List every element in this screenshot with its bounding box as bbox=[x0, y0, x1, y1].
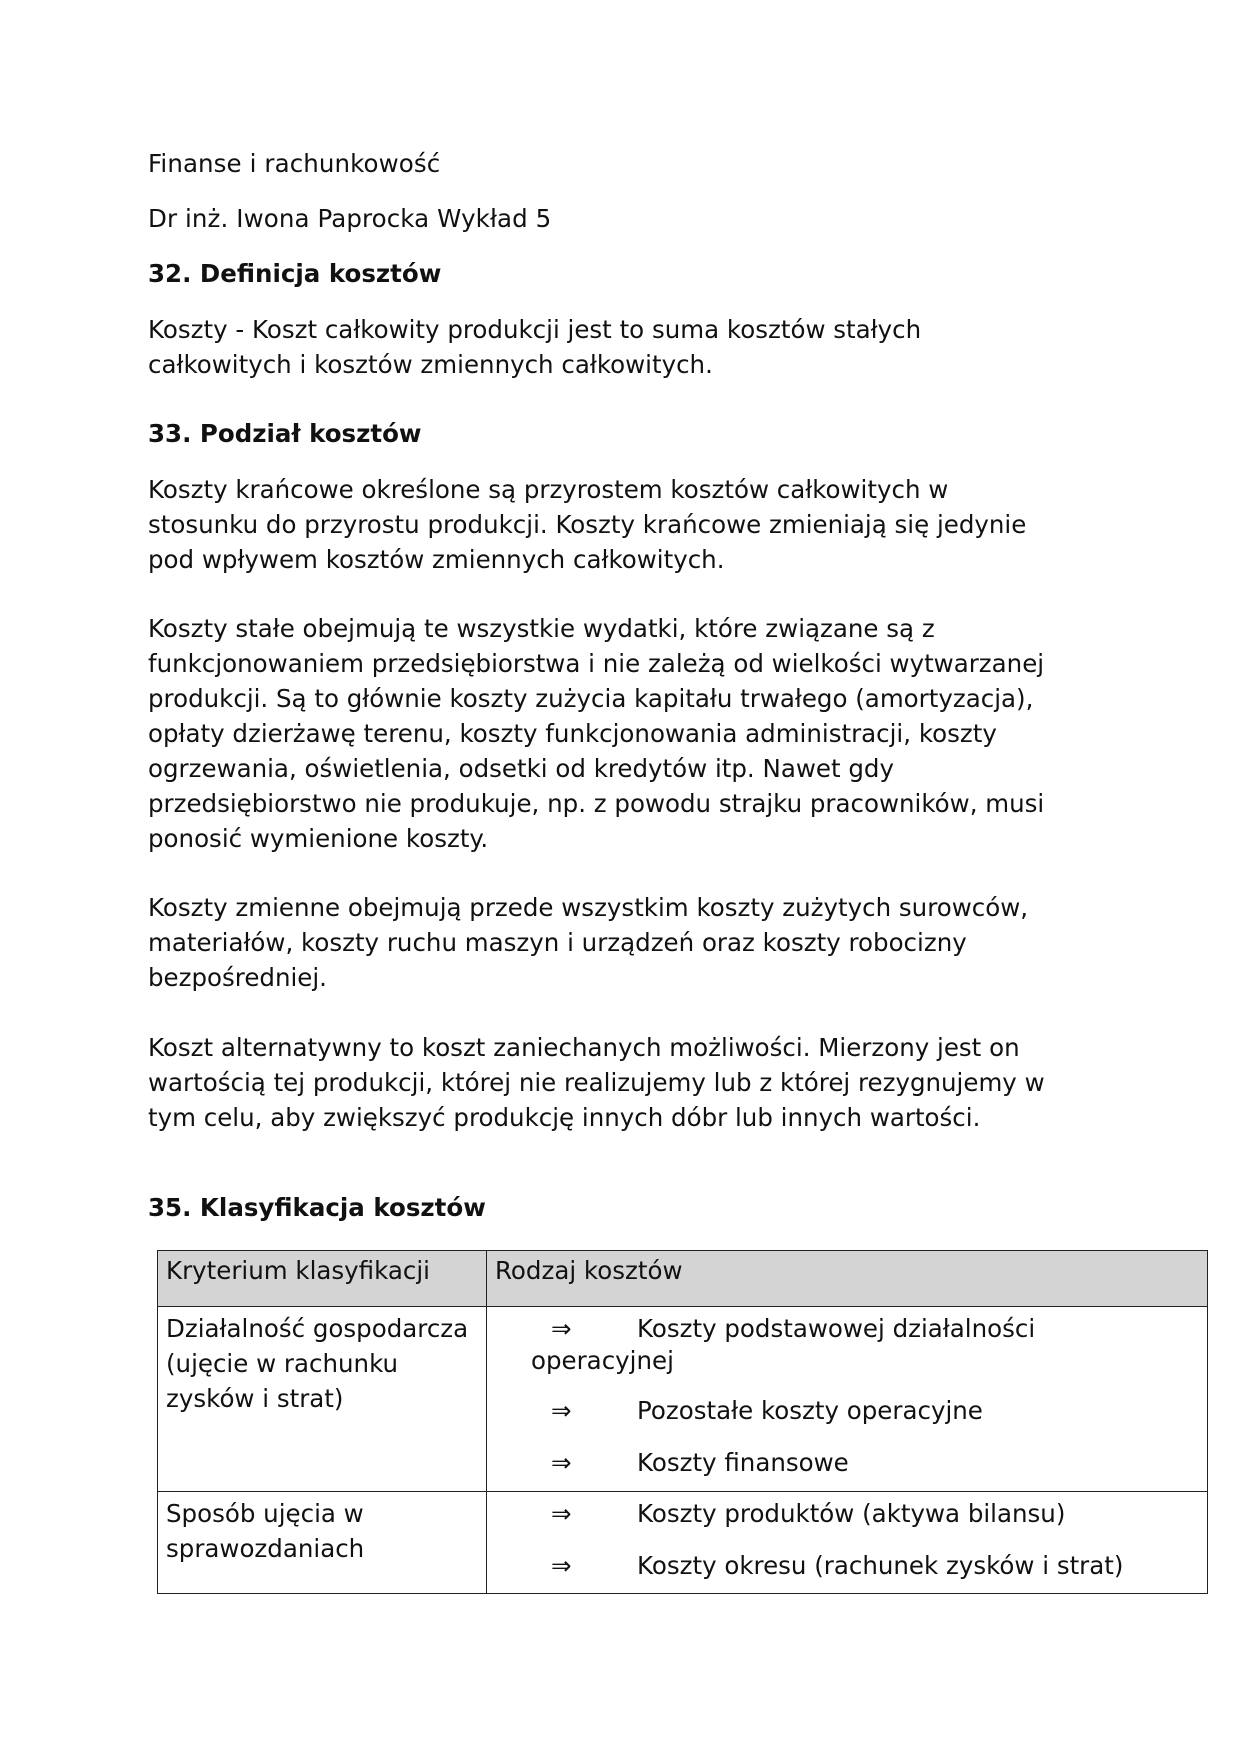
paragraph-line: stosunku do przyrostu produkcji. Koszty krańcowe zmieniają się jedynie bbox=[148, 510, 1027, 539]
classification-table bbox=[157, 1250, 1208, 1594]
right-double-arrow-icon: ⇒ bbox=[551, 1396, 572, 1425]
table-header-row bbox=[158, 1251, 1208, 1307]
paragraph-line: funkcjonowaniem przedsiębiorstwa i nie zależą od wielkości wytwarzanej bbox=[148, 649, 1045, 678]
fixed-costs-paragraph bbox=[148, 611, 1108, 856]
opportunity-cost-paragraph bbox=[148, 1030, 1108, 1135]
table-row bbox=[158, 1307, 1208, 1492]
criterion-line: zysków i strat) bbox=[166, 1384, 344, 1413]
right-double-arrow-icon: ⇒ bbox=[551, 1448, 572, 1477]
section-32-paragraph bbox=[148, 312, 1108, 382]
paragraph-line: opłaty dzierżawę terenu, koszty funkcjonowania administracji, koszty bbox=[148, 719, 997, 748]
lecturer-line: Dr inż. Iwona Paprocka Wykład 5 bbox=[148, 204, 552, 233]
cost-list-item-continuation: operacyjnej bbox=[531, 1346, 674, 1375]
criterion-line: Sposób ujęcia w bbox=[166, 1499, 364, 1528]
section-33-heading: 33. Podział kosztów bbox=[148, 419, 422, 448]
paragraph-line: materiałów, koszty ruchu maszyn i urządzeń oraz koszty robocizny bbox=[148, 928, 967, 957]
paragraph-line: pod wpływem kosztów zmiennych całkowitych. bbox=[148, 545, 725, 574]
paragraph-line: całkowitych i kosztów zmiennych całkowitych. bbox=[148, 350, 713, 379]
right-double-arrow-icon: ⇒ bbox=[551, 1551, 572, 1580]
paragraph-line: tym celu, aby zwiększyć produkcję innych dóbr lub innych wartości. bbox=[148, 1103, 981, 1132]
right-double-arrow-icon: ⇒ bbox=[551, 1314, 572, 1343]
cost-list-item: ⇒ Koszty podstawowej działalności bbox=[487, 1311, 1207, 1346]
paragraph-line: Koszty zmienne obejmują przede wszystkim koszty zużytych surowców, bbox=[148, 893, 1029, 922]
section-32-heading: 32. Definicja kosztów bbox=[148, 259, 442, 288]
cost-types-cell bbox=[487, 1307, 1208, 1492]
cost-list-item: ⇒ Koszty produktów (aktywa bilansu) bbox=[487, 1496, 1207, 1531]
cost-types-cell bbox=[487, 1492, 1208, 1594]
paragraph-line: przedsiębiorstwo nie produkuje, np. z powodu strajku pracowników, musi bbox=[148, 789, 1045, 818]
header-criterion: Kryterium klasyfikacji bbox=[158, 1251, 487, 1307]
paragraph-line: Koszty krańcowe określone są przyrostem kosztów całkowitych w bbox=[148, 475, 949, 504]
paragraph-line: bezpośredniej. bbox=[148, 963, 327, 992]
right-double-arrow-icon: ⇒ bbox=[551, 1499, 572, 1528]
paragraph-line: Koszt alternatywny to koszt zaniechanych możliwości. Mierzony jest on bbox=[148, 1033, 1020, 1062]
criterion-line: (ujęcie w rachunku bbox=[166, 1349, 399, 1378]
table-row bbox=[158, 1492, 1208, 1594]
cost-list-item: ⇒ Koszty finansowe bbox=[487, 1445, 1207, 1480]
marginal-costs-paragraph bbox=[148, 472, 1108, 577]
criterion-line: Działalność gospodarcza bbox=[166, 1314, 469, 1343]
paragraph-line: wartością tej produkcji, której nie realizujemy lub z której rezygnujemy w bbox=[148, 1068, 1045, 1097]
paragraph-line: ponosić wymienione koszty. bbox=[148, 824, 489, 853]
criterion-line: sprawozdaniach bbox=[166, 1534, 365, 1563]
paragraph-line: Koszty stałe obejmują te wszystkie wydatki, które związane są z bbox=[148, 614, 935, 643]
cost-list-item: ⇒ Koszty okresu (rachunek zysków i strat) bbox=[487, 1548, 1207, 1583]
paragraph-line: produkcji. Są to głównie koszty zużycia kapitału trwałego (amortyzacja), bbox=[148, 684, 1034, 713]
header-cost-type: Rodzaj kosztów bbox=[487, 1251, 1208, 1307]
paragraph-line: Koszty - Koszt całkowity produkcji jest to suma kosztów stałych bbox=[148, 315, 922, 344]
course-title: Finanse i rachunkowość bbox=[148, 149, 441, 178]
criterion-cell bbox=[158, 1307, 487, 1492]
variable-costs-paragraph bbox=[148, 890, 1108, 995]
criterion-cell bbox=[158, 1492, 487, 1594]
section-35-heading: 35. Klasyfikacja kosztów bbox=[148, 1193, 486, 1222]
cost-list-item: ⇒ Pozostałe koszty operacyjne bbox=[487, 1393, 1207, 1428]
paragraph-line: ogrzewania, oświetlenia, odsetki od kredytów itp. Nawet gdy bbox=[148, 754, 894, 783]
